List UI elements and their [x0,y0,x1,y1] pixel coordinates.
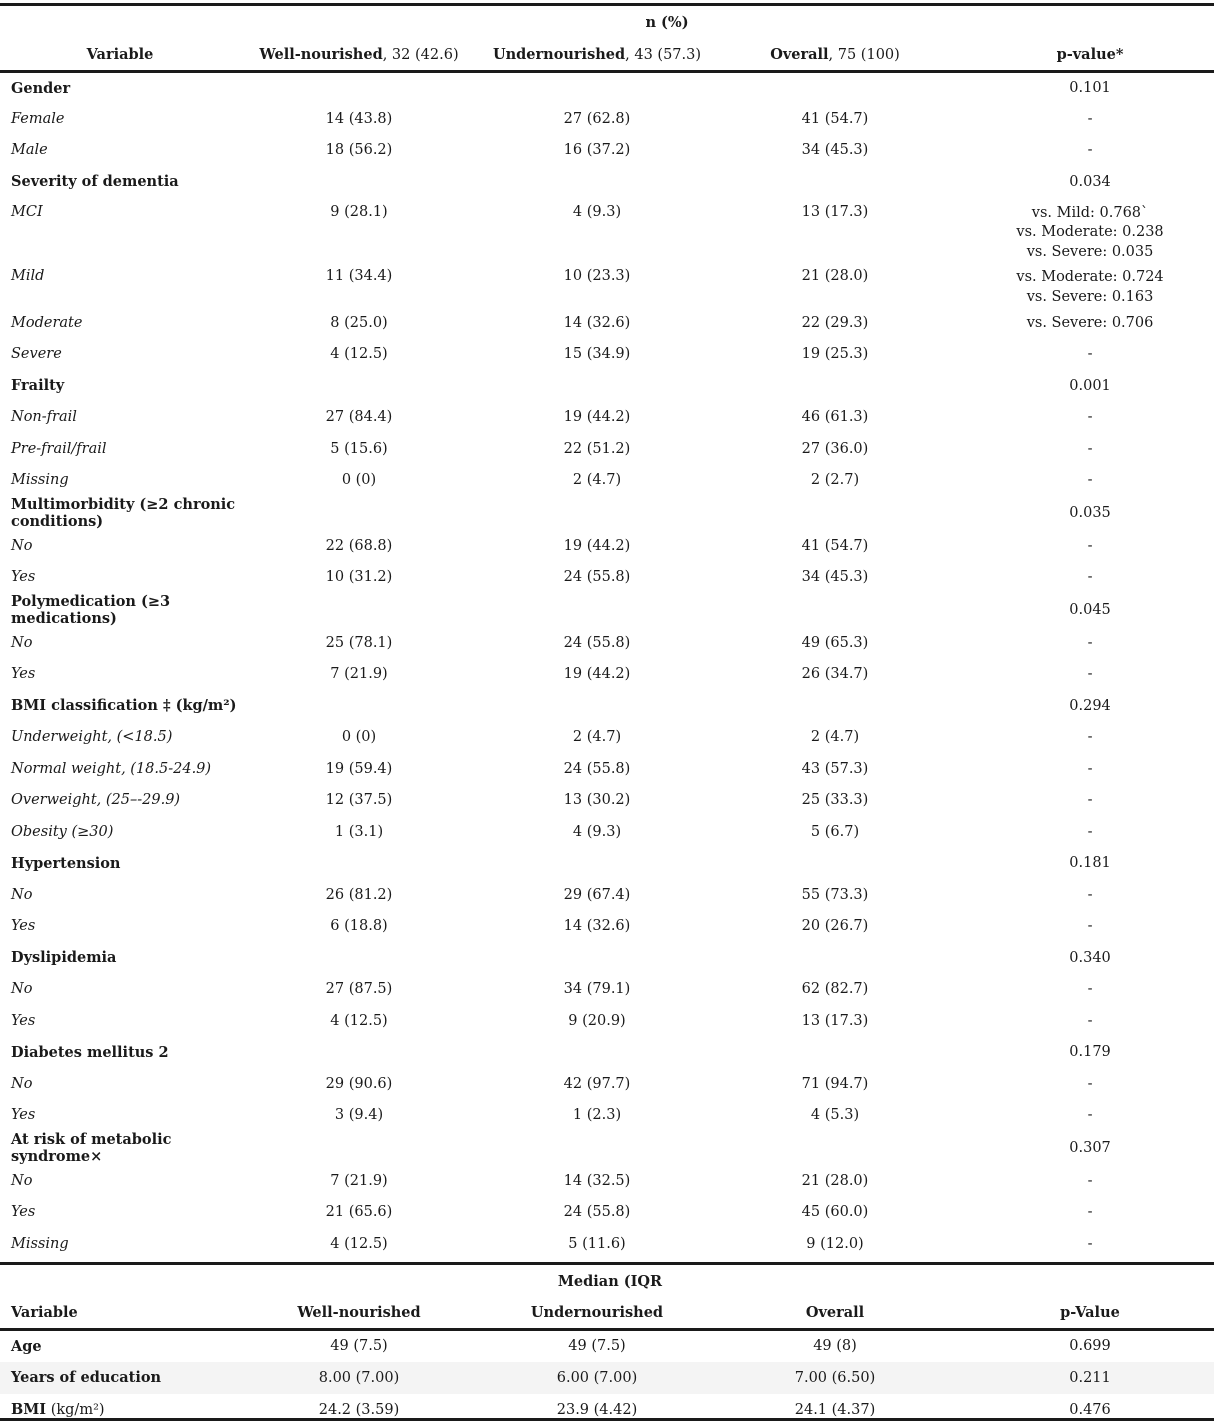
cell-p-value: - [1087,792,1093,809]
row-label [0,562,240,594]
row-label [0,593,240,627]
cell-well-nourished [240,1037,478,1069]
row-label-text: Yes [11,1107,36,1124]
cell-undernourished: 27 (62.8) [563,110,631,127]
row-label-text: Moderate [11,314,83,331]
cell-undernourished: 16 (37.2) [563,142,631,159]
cell-overall: 5 (6.7) [810,823,860,840]
row-label-text: MCI [11,203,43,220]
cell-overall: 21 (28.0) [801,268,869,284]
cell-well-nourished: 26 (81.2) [325,886,393,903]
cell-well-nourished: 21 (65.6) [325,1204,393,1221]
cell-well-nourished [240,496,478,530]
row-label-text: No [11,634,33,651]
cell-undernourished: 23.9 (4.42) [556,1401,638,1418]
row-label [0,1330,240,1362]
cell-well-nourished [240,848,478,880]
cell-p-value: - [1087,1204,1093,1221]
row-label-text: No [11,1075,33,1092]
row-label [0,911,240,943]
cell-undernourished: 5 (11.6) [568,1235,626,1252]
row-label [0,166,240,198]
table-row [0,530,1214,562]
cell-well-nourished: 5 (15.6) [330,440,388,457]
row-label-text: Mild [11,268,45,284]
median-group-header: Median (IQR [0,1264,1214,1298]
row-label [0,307,240,339]
row-label-text: Yes [11,918,36,935]
cell-p-value: 0.034 [1069,173,1111,190]
cell-well-nourished [240,370,478,402]
cell-undernourished [478,593,716,627]
cell-p-value: - [1087,1172,1093,1189]
row-label-text: Underweight, (<18.5) [11,729,173,746]
cell-undernourished: 9 (20.9) [568,1012,626,1029]
category-row [0,370,1214,402]
row-label-text: Yes [11,569,36,586]
cell-undernourished [478,370,716,402]
cell-undernourished: 10 (23.3) [563,268,631,284]
row-label [0,1005,240,1037]
table-row [0,722,1214,754]
row-label-text: Female [11,110,65,127]
median-col-overall: Overall [716,1297,954,1330]
cell-well-nourished [240,593,478,627]
row-label-text: Yes [11,1204,36,1221]
cell-overall: 55 (73.3) [801,886,869,903]
table-row [0,785,1214,817]
cell-well-nourished: 4 (12.5) [330,1235,388,1252]
median-col-well-nourished: Well-nourished [240,1297,478,1330]
cell-well-nourished: 14 (43.8) [325,110,393,127]
table-row [0,627,1214,659]
row-label-text: Severe [11,346,62,363]
cell-well-nourished: 19 (59.4) [325,760,393,777]
cell-undernourished [478,690,716,722]
row-label-text: Non-frail [11,409,77,426]
cell-undernourished [478,942,716,974]
cell-overall [716,1131,954,1165]
row-label-text: BMI [11,1401,47,1418]
cell-p-value: - [1087,886,1093,903]
cell-p-value: 0.035 [1069,505,1111,521]
median-table [0,1262,1214,1426]
cell-overall [716,72,954,104]
median-col-undernourished: Undernourished [478,1297,716,1330]
cell-well-nourished: 10 (31.2) [325,569,393,586]
cell-undernourished [478,848,716,880]
cell-p-value: - [1087,472,1093,489]
cell-undernourished: 19 (44.2) [563,666,631,683]
table-row [0,1005,1214,1037]
col-p-value: p-value* [954,38,1214,72]
cell-p-value: - [1087,346,1093,363]
cell-undernourished: 14 (32.5) [563,1172,631,1189]
cell-p-value: - [1087,569,1093,586]
cell-p-value: - [1087,729,1093,746]
row-label [0,1100,240,1132]
cell-undernourished: 24 (55.8) [563,760,631,777]
cell-undernourished: 15 (34.9) [563,346,631,363]
cell-p-value: 0.181 [1069,855,1111,872]
table-row [0,262,1214,307]
cell-overall: 34 (45.3) [801,569,869,586]
cell-overall: 21 (28.0) [801,1172,869,1189]
row-label-text: Frailty [11,377,65,395]
row-label-text: Dyslipidemia [11,949,117,967]
cell-overall: 2 (4.7) [810,729,860,746]
cell-well-nourished [240,166,478,198]
cell-well-nourished: 29 (90.6) [325,1075,393,1092]
cell-overall: 27 (36.0) [801,440,869,457]
row-label [0,402,240,434]
row-label-text: BMI classification ‡ [11,697,171,715]
row-label [0,262,240,307]
cell-overall: 62 (82.7) [801,981,869,998]
row-label-text: Normal weight, (18.5-24.9) [11,760,212,777]
table-row [0,433,1214,465]
cell-well-nourished: 9 (28.1) [330,203,388,220]
cell-well-nourished: 8 (25.0) [330,314,388,331]
column-header-row [0,38,1214,72]
row-label [0,1197,240,1229]
row-label-text: Obesity (≥30) [11,823,114,840]
table-body [0,72,1214,1260]
cell-undernourished: 6.00 (7.00) [478,1362,716,1394]
median-group-header-row [0,1264,1214,1298]
cell-well-nourished: 0 (0) [341,472,377,489]
row-label [0,1037,240,1069]
cell-well-nourished: 1 (3.1) [334,823,384,840]
cell-well-nourished: 7 (21.9) [330,666,388,683]
row-label [0,1362,240,1394]
cell-p-value: vs. Severe: 0.706 [1026,314,1154,331]
category-row [0,1037,1214,1069]
table-row [0,198,1214,263]
characteristics-table [0,6,1214,1260]
row-label [0,370,240,402]
table-row [0,879,1214,911]
cell-p-value: - [1087,981,1093,998]
cell-overall: 13 (17.3) [801,203,869,220]
cell-p-value: 0.476 [1069,1401,1111,1418]
category-row [0,1131,1214,1165]
cell-overall: 2 (2.7) [810,472,860,489]
cell-p-value: 0.340 [1069,949,1111,966]
cell-overall [716,690,954,722]
row-label-text: Polymedication (≥3 medications) [11,593,171,627]
cell-overall: 43 (57.3) [801,760,869,777]
cell-undernourished: 49 (7.5) [568,1338,626,1355]
row-label [0,1228,240,1260]
cell-overall: 49 (65.3) [801,634,869,651]
cell-well-nourished: 3 (9.4) [334,1107,384,1124]
cell-overall [716,942,954,974]
table-row [0,911,1214,943]
cell-undernourished [478,72,716,104]
category-row [0,593,1214,627]
cell-undernourished [478,1037,716,1069]
cell-well-nourished: 12 (37.5) [325,792,393,809]
table-row [0,1100,1214,1132]
cell-undernourished: 42 (97.7) [563,1075,631,1092]
cell-undernourished: 24 (55.8) [563,634,631,651]
row-label [0,530,240,562]
table-row [0,1068,1214,1100]
row-label [0,496,240,530]
cell-p-value: 0.211 [954,1362,1214,1394]
cell-undernourished: 2 (4.7) [572,729,622,746]
table-row [0,1165,1214,1197]
cell-undernourished: 4 (9.3) [572,823,622,840]
cell-p-value: 0.699 [1069,1338,1111,1355]
cell-overall [716,593,954,627]
row-label [0,974,240,1006]
cell-overall [716,370,954,402]
category-row [0,496,1214,530]
median-table-body [0,1330,1214,1426]
bottom-rule [0,1418,1214,1421]
cell-overall: 46 (61.3) [801,409,869,426]
cell-p-value: - [1087,1012,1093,1029]
cell-undernourished: 22 (51.2) [563,440,631,457]
cell-well-nourished: 27 (84.4) [325,409,393,426]
table-row [0,562,1214,594]
cell-overall: 7.00 (6.50) [716,1362,954,1394]
table-row [0,1228,1214,1260]
row-label [0,659,240,691]
cell-p-value: - [1087,142,1093,159]
table-row [0,402,1214,434]
row-label [0,103,240,135]
cell-well-nourished: 24.2 (3.59) [318,1401,400,1418]
row-label [0,339,240,371]
row-label [0,942,240,974]
table-row [0,307,1214,339]
table-row [0,974,1214,1006]
cell-well-nourished: 8.00 (7.00) [240,1362,478,1394]
category-row [0,166,1214,198]
cell-well-nourished: 11 (34.4) [325,268,393,284]
cell-p-value: - [1087,1235,1093,1252]
row-label [0,690,240,722]
row-label [0,433,240,465]
row-label [0,753,240,785]
category-row [0,72,1214,104]
row-label [0,198,240,263]
cell-overall: 41 (54.7) [801,110,869,127]
row-label-text: Missing [11,472,69,489]
row-label-text: No [11,537,33,554]
cell-overall [716,166,954,198]
row-label-text: Pre-frail/frail [11,440,107,457]
row-label-text: No [11,981,33,998]
cell-undernourished: 14 (32.6) [563,918,631,935]
cell-overall: 24.1 (4.37) [794,1401,876,1418]
category-row [0,942,1214,974]
row-label-text: Missing [11,1235,69,1252]
cell-well-nourished: 25 (78.1) [325,634,393,651]
cell-well-nourished: 4 (12.5) [330,346,388,363]
table-row [0,339,1214,371]
table-row [0,753,1214,785]
row-label-text: Diabetes mellitus 2 [11,1043,169,1061]
cell-overall: 25 (33.3) [801,792,869,809]
row-label [0,1131,240,1165]
row-label [0,1068,240,1100]
cell-overall: 22 (29.3) [801,314,869,331]
cell-overall: 20 (26.7) [801,918,869,935]
cell-well-nourished: 18 (56.2) [325,142,393,159]
cell-p-value: - [1087,110,1093,127]
cell-well-nourished: 27 (87.5) [325,981,393,998]
cell-overall: 41 (54.7) [801,537,869,554]
row-label-text: Hypertension [11,854,121,872]
cell-well-nourished [240,690,478,722]
row-label-text: Age [11,1337,42,1355]
cell-overall: 4 (5.3) [810,1107,860,1124]
table-row [0,816,1214,848]
cell-undernourished: 1 (2.3) [572,1107,622,1124]
cell-overall [716,1037,954,1069]
median-table-row [0,1362,1214,1394]
row-label [0,785,240,817]
median-col-p-value: p-Value [954,1297,1214,1330]
cell-overall: 34 (45.3) [801,142,869,159]
col-well-nourished: Well-nourished, 32 (42.6) [240,38,478,72]
cell-p-value: 0.045 [1069,602,1111,618]
row-label-text: Multimorbidity (≥2 chronic conditions) [11,496,236,530]
cell-undernourished: 2 (4.7) [572,472,622,489]
row-label-text: Years of education [11,1369,162,1386]
p-value-line: vs. Moderate: 0.724 [1016,269,1164,285]
row-label [0,1165,240,1197]
table-row [0,659,1214,691]
row-label [0,879,240,911]
row-label-text: Yes [11,1012,36,1029]
cell-well-nourished [240,72,478,104]
cell-p-value: 0.179 [1069,1044,1111,1061]
category-row [0,690,1214,722]
p-value-line: vs. Moderate: 0.238 [1016,224,1164,240]
row-label [0,848,240,880]
group-header-row [0,6,1214,38]
col-variable: Variable [0,38,240,72]
cell-well-nourished: 49 (7.5) [330,1338,388,1355]
cell-undernourished [478,496,716,530]
cell-overall: 13 (17.3) [801,1012,869,1029]
cell-p-value: 0.101 [1069,80,1111,96]
row-label-text: No [11,1172,33,1189]
cell-p-value [954,262,1214,307]
median-col-variable: Variable [0,1297,240,1330]
cell-overall: 49 (8) [813,1338,857,1355]
row-label [0,627,240,659]
cell-overall: 19 (25.3) [801,346,869,363]
cell-undernourished: 4 (9.3) [572,203,622,220]
cell-p-value: - [1087,440,1093,457]
row-label-text: At risk of metabolic syndrome× [11,1131,172,1165]
cell-well-nourished: 4 (12.5) [330,1012,388,1029]
row-unit: (kg/m²) [170,697,237,715]
cell-undernourished [478,166,716,198]
cell-p-value: - [1087,1075,1093,1092]
cell-overall: 71 (94.7) [801,1075,869,1092]
median-column-header-row [0,1297,1214,1330]
cell-p-value: - [1087,918,1093,935]
table-row [0,135,1214,167]
cell-p-value: - [1087,634,1093,651]
cell-well-nourished: 6 (18.8) [330,918,388,935]
cell-p-value: - [1087,1107,1093,1124]
category-row [0,848,1214,880]
cell-p-value [954,198,1214,263]
cell-overall [716,496,954,530]
group-header: n (%) [645,13,689,31]
row-label [0,722,240,754]
cell-undernourished: 24 (55.8) [563,569,631,586]
row-label [0,465,240,497]
cell-undernourished: 24 (55.8) [563,1204,631,1221]
cell-overall: 9 (12.0) [806,1235,864,1252]
cell-undernourished: 34 (79.1) [563,981,631,998]
table-row [0,1197,1214,1229]
p-value-line: vs. Severe: 0.035 [1026,243,1154,260]
cell-overall: 26 (34.7) [801,666,869,683]
cell-p-value: - [1087,537,1093,554]
row-label [0,135,240,167]
cell-well-nourished [240,942,478,974]
row-label [0,816,240,848]
row-label-text: Gender [11,79,71,97]
cell-undernourished: 19 (44.2) [563,409,631,426]
cell-undernourished [478,1131,716,1165]
cell-undernourished: 29 (67.4) [563,886,631,903]
median-table-row [0,1330,1214,1362]
cell-undernourished: 14 (32.6) [563,314,631,331]
cell-p-value: - [1087,666,1093,683]
row-label-text: Severity of dementia [11,173,179,191]
cell-undernourished: 19 (44.2) [563,537,631,554]
cell-well-nourished: 0 (0) [341,729,377,746]
row-label [0,72,240,104]
p-value-line: vs. Severe: 0.163 [1026,288,1154,305]
col-undernourished: Undernourished, 43 (57.3) [478,38,716,72]
col-overall: Overall, 75 (100) [716,38,954,72]
row-label-text: Male [11,142,48,159]
table-row [0,103,1214,135]
row-unit: (kg/m²) [46,1402,105,1418]
cell-overall [716,848,954,880]
cell-well-nourished: 7 (21.9) [330,1172,388,1189]
cell-p-value: - [1087,823,1093,840]
cell-p-value: - [1087,760,1093,777]
row-label-text: Yes [11,666,36,683]
cell-overall: 45 (60.0) [801,1204,869,1221]
cell-p-value: 0.294 [1069,697,1111,714]
cell-p-value: 0.001 [1069,377,1111,394]
table-row [0,465,1214,497]
row-label-text: No [11,886,33,903]
cell-p-value: 0.307 [1069,1140,1111,1156]
row-label-text: Overweight, (25–-29.9) [11,792,181,809]
cell-p-value: - [1087,409,1093,426]
cell-well-nourished [240,1131,478,1165]
cell-well-nourished: 22 (68.8) [325,537,393,554]
p-value-line: vs. Mild: 0.768` [1031,204,1149,221]
cell-undernourished: 13 (30.2) [563,792,631,809]
